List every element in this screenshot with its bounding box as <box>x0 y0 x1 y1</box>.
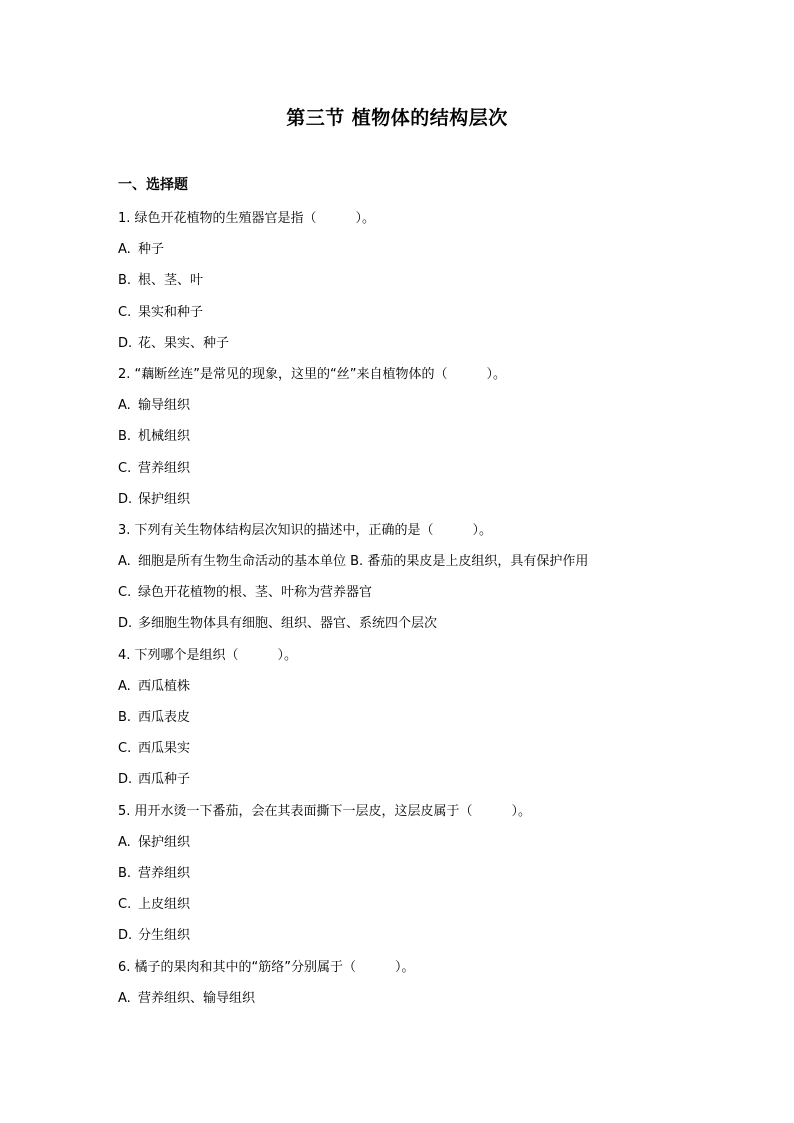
option-text: 种子 <box>138 242 165 258</box>
option-letter: A. <box>118 242 131 258</box>
option-letter: C. <box>118 897 132 913</box>
option-letter: A. <box>118 678 131 694</box>
option-letter: B. <box>118 429 132 445</box>
question-text: 3. 下列有关生物体结构层次知识的描述中，正确的是（ ）。 <box>118 522 493 538</box>
answer-option <box>118 733 718 764</box>
option-text: 花、果实、种子 <box>138 335 230 351</box>
option-letter: D. <box>118 772 133 788</box>
option-letter: B. <box>118 273 132 289</box>
answer-option <box>118 453 718 484</box>
answer-option <box>118 328 718 359</box>
answer-option <box>118 577 718 608</box>
question-stem <box>118 515 718 546</box>
option-letter: A. <box>118 834 131 850</box>
question-text: 2. “藕断丝连”是常见的现象，这里的“丝”来自植物体的（ ）。 <box>118 366 506 382</box>
question-text: 4. 下列哪个是组织（ ）。 <box>118 647 298 663</box>
answer-option <box>118 265 718 296</box>
option-text: 机械组织 <box>138 429 191 445</box>
option-text: 绿色开花植物的根、茎、叶称为营养器官 <box>138 585 373 601</box>
option-text: 西瓜果实 <box>138 741 191 757</box>
option-letter: C. <box>118 585 132 601</box>
question-stem <box>118 796 718 827</box>
question-stem <box>118 952 718 983</box>
option-text: 西瓜植株 <box>138 678 191 694</box>
answer-option <box>118 671 718 702</box>
option-text: 西瓜种子 <box>138 772 191 788</box>
option-text: 保护组织 <box>138 491 191 507</box>
option-letter: C. <box>118 741 132 757</box>
option-letter: A. <box>118 398 131 414</box>
question-text: 6. 橘子的果肉和其中的“筋络”分别属于（ ）。 <box>118 959 415 975</box>
option-text: 根、茎、叶 <box>138 273 204 289</box>
option-text: 输导组织 <box>138 398 191 414</box>
answer-option <box>118 608 718 639</box>
option-letter: D. <box>118 928 133 944</box>
option-text: 上皮组织 <box>138 897 191 913</box>
answer-option <box>118 546 718 577</box>
answer-option <box>118 234 718 265</box>
answer-option <box>118 764 718 795</box>
answer-option <box>118 390 718 421</box>
question-text: 1. 绿色开花植物的生殖器官是指（ ）。 <box>118 211 376 226</box>
answer-option <box>118 920 718 951</box>
answer-option <box>118 983 718 1014</box>
question-stem <box>118 203 718 234</box>
option-text: 保护组织 <box>138 834 191 850</box>
answer-option <box>118 889 718 920</box>
option-text: 多细胞生物体具有细胞、组织、器官、系统四个层次 <box>138 616 438 632</box>
option-letter: A. <box>118 554 131 570</box>
option-letter: A. <box>118 990 131 1006</box>
option-letter: B. <box>118 710 132 725</box>
answer-option <box>118 827 718 858</box>
option-text: 果实和种子 <box>138 304 204 320</box>
section-heading: 一、选择题 <box>118 177 188 193</box>
option-letter: D. <box>118 491 133 507</box>
answer-option <box>118 702 718 733</box>
option-letter: C. <box>118 460 132 476</box>
question-stem <box>118 640 718 671</box>
answer-option <box>118 858 718 889</box>
question-list <box>118 203 718 1014</box>
option-text: 西瓜表皮 <box>138 710 191 725</box>
option-letter: B. <box>118 865 132 881</box>
answer-option <box>118 484 718 515</box>
option-text: 分生组织 <box>138 928 191 944</box>
answer-option <box>118 297 718 328</box>
question-stem <box>118 359 718 390</box>
option-letter: D. <box>118 335 133 351</box>
option-text: 营养组织 <box>138 865 191 881</box>
option-text: 细胞是所有生物生命活动的基本单位 B. 番茄的果皮是上皮组织，具有保护作用 <box>138 554 589 570</box>
question-text: 5. 用开水烫一下番茄，会在其表面撕下一层皮，这层皮属于（ ）。 <box>118 803 532 819</box>
answer-option <box>118 421 718 452</box>
option-text: 营养组织、输导组织 <box>138 990 256 1006</box>
page-title: 第三节 植物体的结构层次 <box>286 107 508 129</box>
option-text: 营养组织 <box>138 460 191 476</box>
option-letter: D. <box>118 616 133 632</box>
option-letter: C. <box>118 304 132 320</box>
